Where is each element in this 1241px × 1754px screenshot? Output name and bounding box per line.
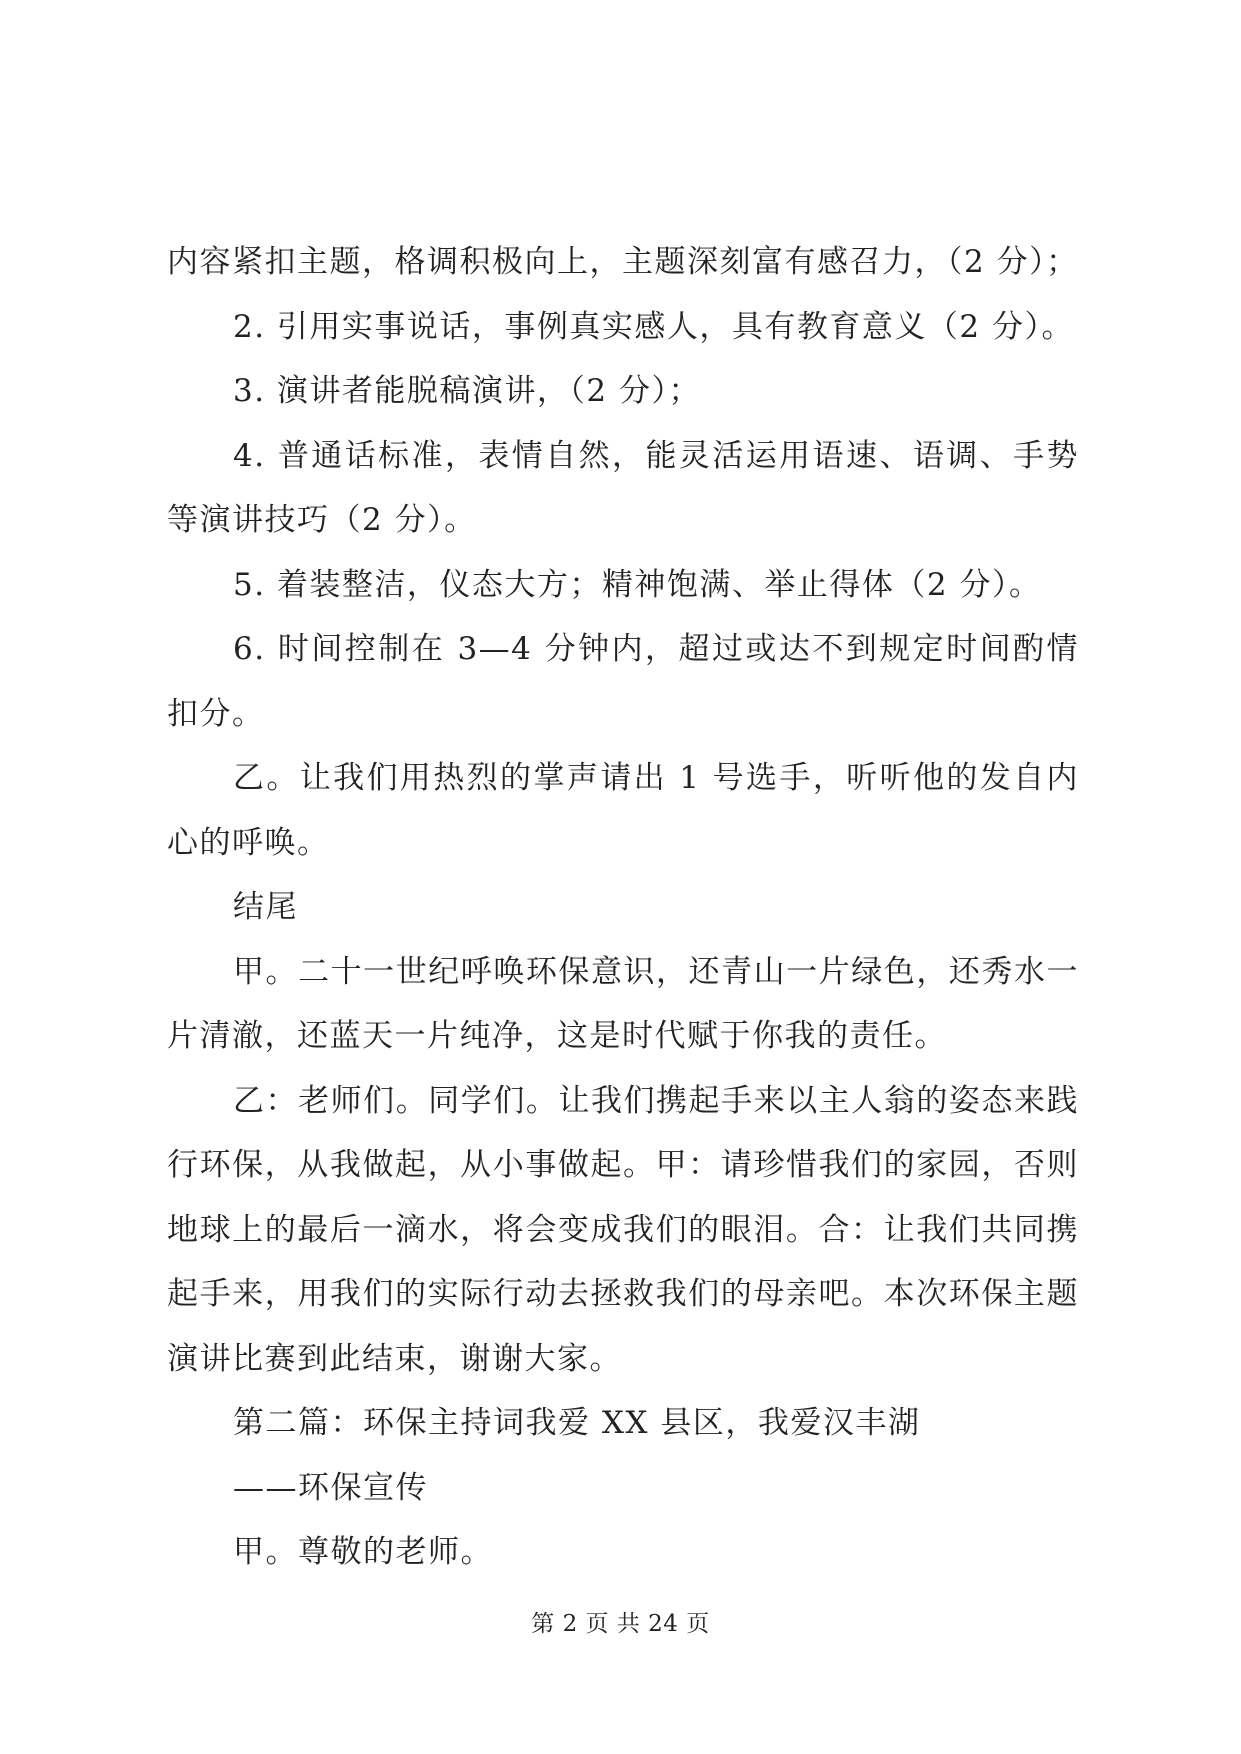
paragraph-host-a-closing: 甲。二十一世纪呼唤环保意识，还青山一片绿色，还秀水一片清澈，还蓝天一片纯净，这是时代赋于你我的责任。 (167, 953, 1079, 1054)
chapter-title: 第二篇：环保主持词我爱 XX 县区，我爱汉丰湖 (233, 1405, 921, 1441)
paragraph-host-b-intro: 乙。让我们用热烈的掌声请出 1 号选手，听听他的发自内心的呼唤。 (167, 760, 1079, 861)
page-number-footer: 第 2 页 共 24 页 (531, 1611, 710, 1637)
document-body (167, 230, 1079, 1585)
paragraph-host-a-greeting: 甲。尊敬的老师。 (233, 1534, 493, 1570)
paragraph-criteria-4: 4. 普通话标准，表情自然，能灵活运用语速、语调、手势等演讲技巧（2 分）。 (167, 437, 1079, 538)
paragraph-criteria-3: 3. 演讲者能脱稿演讲，（2 分）； (233, 373, 702, 409)
paragraph-criteria-2: 2. 引用实事说话，事例真实感人，具有教育意义（2 分）。 (233, 308, 1075, 345)
paragraph-criteria-1: 内容紧扣主题，格调积极向上，主题深刻富有感召力，（2 分）； (167, 244, 1079, 280)
section-heading-ending: 结尾 (233, 889, 298, 925)
paragraph-criteria-5: 5. 着装整洁，仪态大方；精神饱满、举止得体（2 分）。 (233, 566, 1042, 603)
chapter-subtitle: ——环保宣传 (233, 1469, 428, 1506)
paragraph-host-b-closing: 乙：老师们。同学们。让我们携起手来以主人翁的姿态来践行环保，从我做起，从小事做起。甲：请珍惜我们的家园，否则地球上的最后一滴水，将会变成我们的眼泪。合：让我们共同携起手来，用我们的实际行动去拯救我们的母亲吧。本次环保主题演讲比赛到此结束，谢谢大家。 (167, 1082, 1079, 1377)
paragraph-criteria-6: 6. 时间控制在 3—4 分钟内，超过或达不到规定时间酌情扣分。 (167, 631, 1079, 732)
